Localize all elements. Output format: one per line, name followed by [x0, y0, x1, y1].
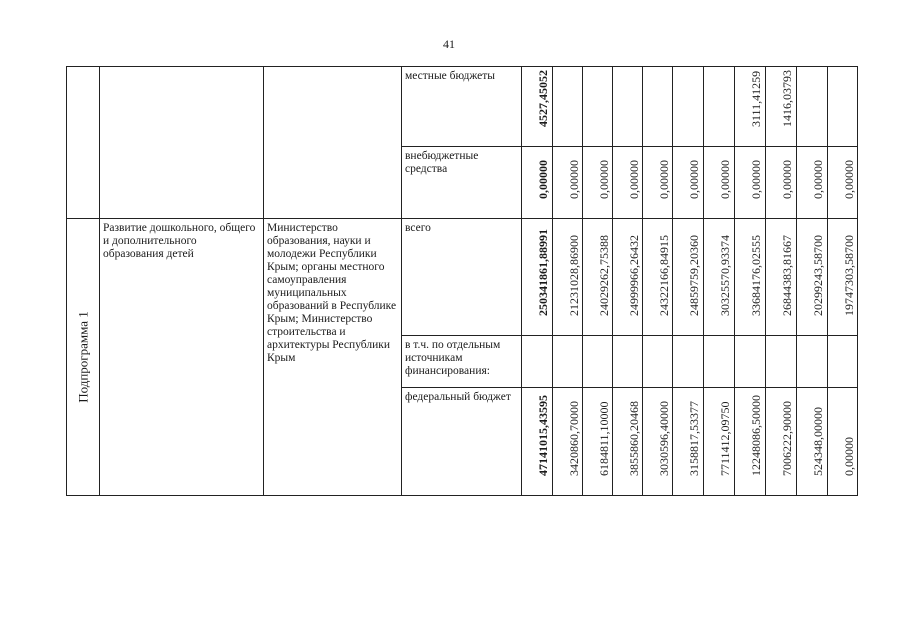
funding-source: всего: [405, 222, 431, 234]
funding-source-cell: [402, 67, 522, 147]
total-cell: 0,00000: [522, 147, 553, 219]
subprogram-label-cell: [67, 219, 100, 496]
year-value-cell: 30325570,93374: [704, 219, 735, 336]
funding-source-cell: [402, 147, 522, 219]
year-value-cell: [673, 336, 704, 388]
year-value-cell: 24322166,84915: [643, 219, 673, 336]
subprogram-label: Подпрограмма 1: [75, 311, 91, 403]
year-value-cell: 3420860,70000: [553, 388, 583, 496]
total-cell: 47141015,43595: [522, 388, 553, 496]
year-value-cell: [704, 67, 735, 147]
year-value-cell: [828, 67, 858, 147]
year-value-cell: [643, 67, 673, 147]
table-row: [67, 67, 858, 147]
year-value-cell: [828, 336, 858, 388]
year-value-cell: 0,00000: [704, 147, 735, 219]
year-value-cell: [553, 336, 583, 388]
year-value-cell: 3158817,53377: [673, 388, 704, 496]
subprogram-executors: Министерство образования, науки и молодежи Республики Крым; органы местного самоуправления муниципальных образований в Республике Крым; Министерство строительства и архитектуры Республики Крым: [267, 222, 397, 364]
year-value-cell: 7711412,09750: [704, 388, 735, 496]
funding-source-cell: [402, 219, 522, 336]
year-value-cell: 3111,41259: [735, 67, 766, 147]
year-value-cell: [553, 67, 583, 147]
year-value-cell: [613, 336, 643, 388]
year-value-cell: 6184811,10000: [583, 388, 613, 496]
year-value-cell: 0,00000: [643, 147, 673, 219]
empty-name-cell: [100, 67, 264, 219]
year-value-cell: 3855860,20468: [613, 388, 643, 496]
year-value-cell: 0,00000: [766, 147, 797, 219]
subprogram-executors-cell: [264, 219, 402, 496]
year-value-cell: 20299243,58700: [797, 219, 828, 336]
year-value-cell: 19747303,58700: [828, 219, 858, 336]
year-value-cell: [704, 336, 735, 388]
year-value-cell: 0,00000: [828, 388, 858, 496]
year-value-cell: 0,00000: [797, 147, 828, 219]
year-value-cell: 524348,00000: [797, 388, 828, 496]
year-value-cell: 24999966,26432: [613, 219, 643, 336]
year-value-cell: [735, 336, 766, 388]
table-row: [67, 219, 858, 336]
year-value-cell: [613, 67, 643, 147]
empty-executor-cell: [264, 67, 402, 219]
year-value-cell: [643, 336, 673, 388]
year-value-cell: [766, 336, 797, 388]
year-value-cell: [673, 67, 704, 147]
year-value-cell: [583, 67, 613, 147]
budget-table: [66, 66, 858, 496]
year-value-cell: 0,00000: [583, 147, 613, 219]
funding-source: в т.ч. по отдельным источникам финансирования:: [405, 339, 501, 377]
year-value-cell: 0,00000: [673, 147, 704, 219]
year-value-cell: 24859759,20360: [673, 219, 704, 336]
funding-source: внебюджетные средства: [405, 150, 479, 175]
subprogram-name: Развитие дошкольного, общего и дополнительного образования детей: [103, 222, 256, 260]
year-value-cell: 0,00000: [735, 147, 766, 219]
year-value-cell: 7006222,90000: [766, 388, 797, 496]
year-value-cell: 24029262,75388: [583, 219, 613, 336]
year-value-cell: [797, 67, 828, 147]
empty-label-cell: [67, 67, 100, 219]
year-value-cell: 12248086,50000: [735, 388, 766, 496]
year-value-cell: 0,00000: [828, 147, 858, 219]
total-cell: 4527,45052: [522, 67, 553, 147]
funding-source-cell: [402, 388, 522, 496]
year-value-cell: [583, 336, 613, 388]
funding-source-cell: [402, 336, 522, 388]
year-value-cell: 33684176,02555: [735, 219, 766, 336]
page-number: 41: [443, 37, 455, 51]
year-value-cell: 26844383,81667: [766, 219, 797, 336]
total-cell: 250341861,88991: [522, 219, 553, 336]
funding-source: местные бюджеты: [405, 70, 496, 82]
year-value-cell: 1416,03793: [766, 67, 797, 147]
year-value-cell: 0,00000: [553, 147, 583, 219]
year-value-cell: 0,00000: [613, 147, 643, 219]
funding-source: федеральный бюджет: [405, 391, 511, 403]
year-value-cell: 3030596,40000: [643, 388, 673, 496]
year-value-cell: [797, 336, 828, 388]
total-cell: [522, 336, 553, 388]
year-value-cell: 21231028,86900: [553, 219, 583, 336]
